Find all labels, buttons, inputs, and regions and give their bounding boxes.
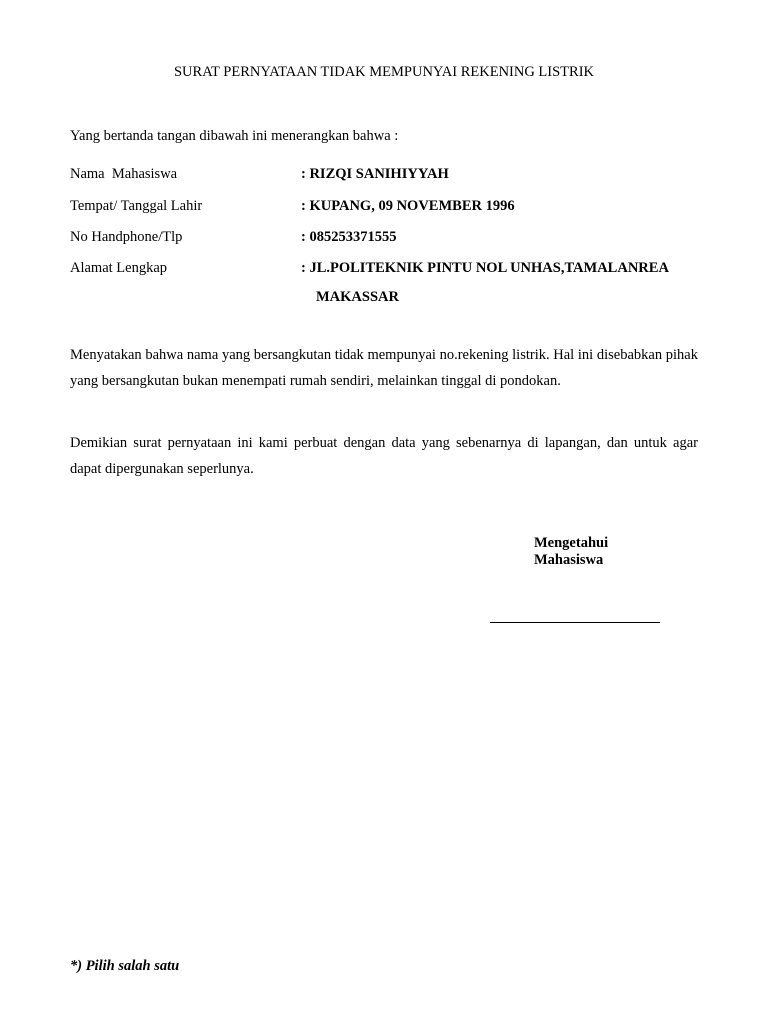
footnote: *) Pilih salah satu [70, 958, 180, 974]
signature-line [490, 622, 660, 623]
field-label-phone: No Handphone/Tlp [70, 229, 183, 245]
field-value-address: : JL.POLITEKNIK PINTU NOL UNHAS,TAMALANREA [301, 260, 669, 276]
field-row-phone [70, 229, 710, 249]
statement-paragraph: Menyatakan bahwa nama yang bersangkutan tidak mempunyai no.rekening listrik. Hal ini disebabkan pihak yang bersangkutan bukan menempati rumah sendiri, melainkan tinggal di pondokan. [70, 347, 698, 389]
intro-text: Yang bertanda tangan dibawah ini menerangkan bahwa : [70, 128, 399, 144]
field-row-birth [70, 198, 710, 218]
closing-paragraph: Demikian surat pernyataan ini kami perbuat dengan data yang sebenarnya di lapangan, dan untuk agar dapat dipergunakan seperlunya. [70, 435, 698, 477]
signature-line1: Mengetahui [534, 535, 609, 551]
signature-line2: Mahasiswa [534, 552, 604, 568]
field-label-address: Alamat Lengkap [70, 260, 168, 276]
document-title: SURAT PERNYATAAN TIDAK MEMPUNYAI REKENING LISTRIK [173, 64, 595, 80]
field-label-birth: Tempat/ Tanggal Lahir [70, 198, 203, 214]
field-label-name: Nama Mahasiswa [70, 166, 178, 182]
signature-block [534, 535, 608, 569]
field-row-address [70, 260, 710, 280]
field-row-name [70, 166, 710, 186]
field-value-phone: : 085253371555 [301, 229, 397, 245]
field-value-birth: : KUPANG, 09 NOVEMBER 1996 [301, 198, 515, 214]
field-value-name: : RIZQI SANIHIYYAH [301, 166, 449, 182]
field-value-address-continuation: MAKASSAR [316, 289, 399, 305]
